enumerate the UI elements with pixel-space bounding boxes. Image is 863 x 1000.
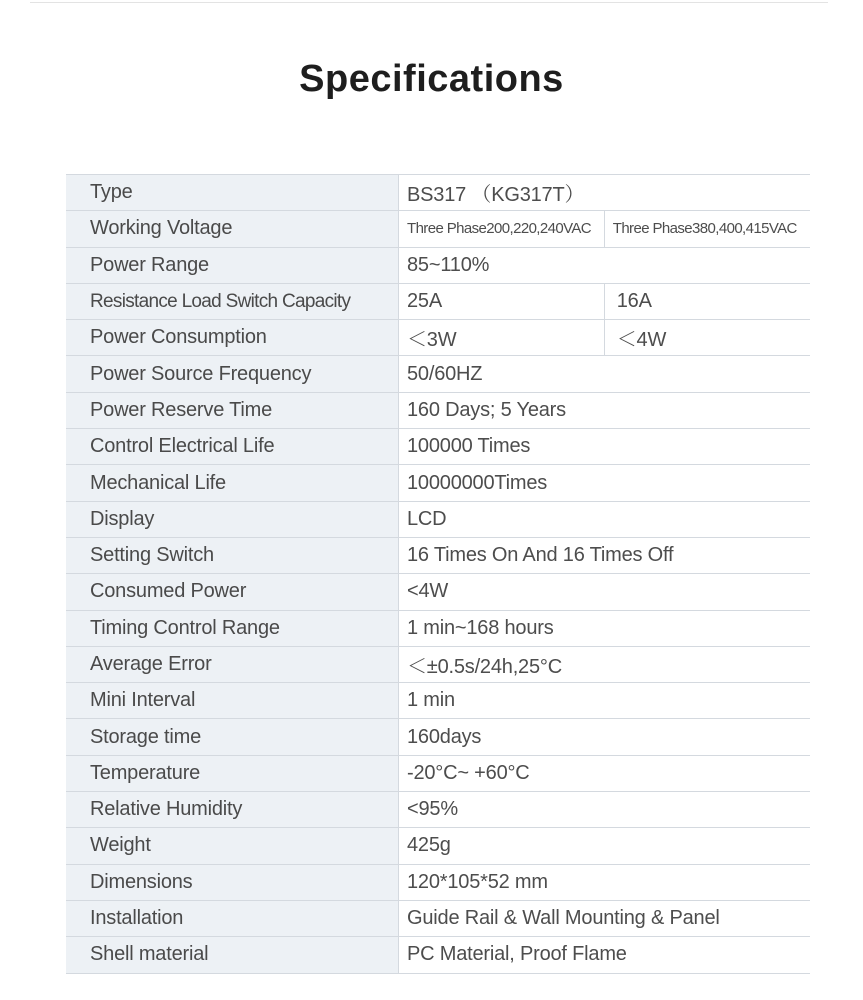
table-row [66, 683, 810, 719]
spec-label: Display [66, 501, 399, 537]
spec-value: BS317 （KG317T） [399, 175, 811, 211]
spec-value: Three Phase200,220,240VAC [399, 211, 605, 247]
spec-label: Shell material [66, 937, 399, 973]
table-row [66, 465, 810, 501]
spec-label: Weight [66, 828, 399, 864]
spec-label: Power Reserve Time [66, 392, 399, 428]
spec-label: Timing Control Range [66, 610, 399, 646]
spec-value: 10000000Times [399, 465, 811, 501]
spec-value: 160days [399, 719, 811, 755]
table-row [66, 283, 810, 319]
spec-label: Working Voltage [66, 211, 399, 247]
spec-value: 25A [399, 283, 605, 319]
spec-value: <95% [399, 792, 811, 828]
top-divider [30, 2, 828, 3]
spec-value: LCD [399, 501, 811, 537]
spec-label: Resistance Load Switch Capacity [66, 283, 399, 319]
table-row [66, 574, 810, 610]
table-row [66, 175, 810, 211]
spec-label: Average Error [66, 646, 399, 682]
spec-value: 16A [604, 283, 810, 319]
table-row [66, 937, 810, 973]
table-row [66, 356, 810, 392]
spec-value: ＜4W [604, 320, 810, 356]
table-row [66, 247, 810, 283]
spec-value: ＜3W [399, 320, 605, 356]
spec-value: 50/60HZ [399, 356, 811, 392]
table-row [66, 429, 810, 465]
spec-label: Setting Switch [66, 537, 399, 573]
spec-value: 16 Times On And 16 Times Off [399, 537, 811, 573]
spec-value: -20°C~ +60°C [399, 755, 811, 791]
table-row [66, 792, 810, 828]
table-row [66, 392, 810, 428]
spec-value: ＜±0.5s/24h,25°C [399, 646, 811, 682]
spec-value: PC Material, Proof Flame [399, 937, 811, 973]
table-row [66, 864, 810, 900]
spec-label: Mechanical Life [66, 465, 399, 501]
table-row [66, 320, 810, 356]
spec-label: Power Source Frequency [66, 356, 399, 392]
spec-label: Power Consumption [66, 320, 399, 356]
spec-label: Installation [66, 900, 399, 936]
spec-value: 100000 Times [399, 429, 811, 465]
table-row [66, 610, 810, 646]
spec-value: <4W [399, 574, 811, 610]
spec-label: Temperature [66, 755, 399, 791]
table-row [66, 501, 810, 537]
table-row [66, 828, 810, 864]
spec-label: Power Range [66, 247, 399, 283]
spec-label: Dimensions [66, 864, 399, 900]
spec-value: 85~110% [399, 247, 811, 283]
spec-label: Mini Interval [66, 683, 399, 719]
table-row [66, 211, 810, 247]
spec-value: 1 min~168 hours [399, 610, 811, 646]
spec-label: Consumed Power [66, 574, 399, 610]
table-row [66, 755, 810, 791]
table-row [66, 900, 810, 936]
spec-label: Storage time [66, 719, 399, 755]
specifications-table [66, 174, 810, 974]
table-row [66, 719, 810, 755]
spec-value: 160 Days; 5 Years [399, 392, 811, 428]
spec-label: Type [66, 175, 399, 211]
spec-value: 120*105*52 mm [399, 864, 811, 900]
spec-value: 425g [399, 828, 811, 864]
table-row [66, 537, 810, 573]
table-row [66, 646, 810, 682]
spec-value: Three Phase380,400,415VAC [604, 211, 810, 247]
spec-value: 1 min [399, 683, 811, 719]
spec-label: Control Electrical Life [66, 429, 399, 465]
spec-value: Guide Rail & Wall Mounting & Panel [399, 900, 811, 936]
page-title: Specifications [299, 58, 564, 100]
spec-label: Relative Humidity [66, 792, 399, 828]
